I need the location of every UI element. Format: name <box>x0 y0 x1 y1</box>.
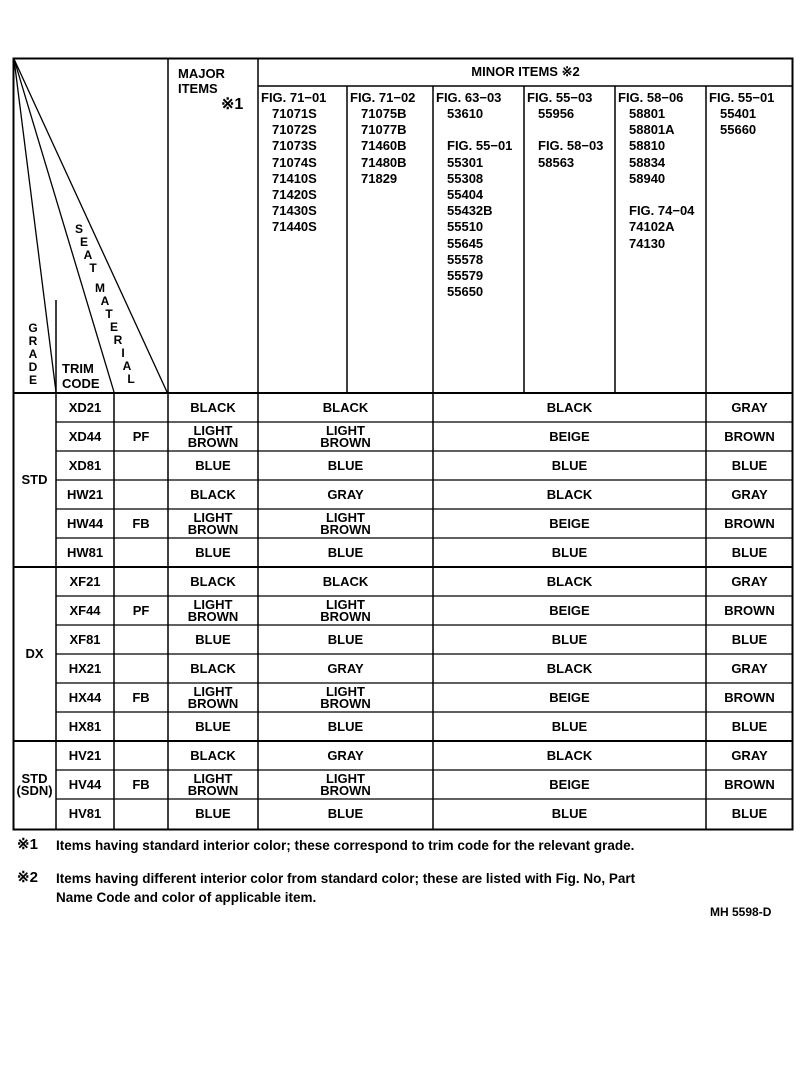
minor-color-fig71: GRAY <box>327 660 364 676</box>
minor-color-fig71: BLACK <box>322 399 369 415</box>
minor-color-fig71: BLUE <box>327 544 364 560</box>
seat-material-cell: FB <box>132 689 150 705</box>
seat-material-letter: T <box>105 307 113 321</box>
major-item-color: BLUE <box>195 631 231 647</box>
grade-letter: D <box>28 360 38 374</box>
seat-material-letter: S <box>74 222 83 236</box>
seat-material-letter: T <box>89 261 97 275</box>
minor-col-fig: FIG. 55−03 <box>527 90 593 105</box>
minor-color-fig55: BLUE <box>731 718 768 734</box>
seat-material-letter: L <box>127 372 135 386</box>
major-item-color: BLACK <box>190 573 236 589</box>
seat-material-cell: PF <box>132 602 150 618</box>
minor-col-fig: FIG. 55−01 <box>709 90 775 105</box>
minor-color-fig55: BLUE <box>731 457 768 473</box>
minor-color-fig71: LIGHT BROWN <box>320 596 371 624</box>
minor-color-fig55: BROWN <box>724 776 775 792</box>
major-item-color: BLUE <box>195 805 231 821</box>
minor-color-mid: BEIGE <box>549 776 590 792</box>
major-items-note-mark: ※1 <box>221 96 244 113</box>
major-items-header: MAJOR ITEMS <box>178 66 225 96</box>
grade-letter: G <box>28 321 38 335</box>
minor-color-fig71: BLUE <box>327 631 364 647</box>
major-item-color: BLACK <box>190 747 236 763</box>
minor-items-header: MINOR ITEMS ※2 <box>471 64 580 79</box>
minor-color-mid: BLUE <box>551 544 588 560</box>
grade-letter: E <box>28 373 37 387</box>
trim-code-cell: XD21 <box>68 399 102 415</box>
minor-color-fig55: GRAY <box>731 573 768 589</box>
grade-letter: A <box>28 347 38 361</box>
grade-cell: STD (SDN) <box>16 770 53 798</box>
minor-color-fig71: LIGHT BROWN <box>320 683 371 711</box>
note-2-text: Items having different interior color from standard color; these are listed with Fig. No, Part Name Code and color of applicable item. <box>56 871 636 905</box>
grade-cell: DX <box>25 646 44 661</box>
minor-color-fig71: BLUE <box>327 457 364 473</box>
minor-color-fig71: BLUE <box>327 805 364 821</box>
minor-color-fig55: GRAY <box>731 399 768 415</box>
minor-color-mid: BLACK <box>546 747 593 763</box>
minor-color-fig55: GRAY <box>731 486 768 502</box>
minor-col-fig: FIG. 63−03 <box>436 90 502 105</box>
trim-code-cell: XD81 <box>68 457 102 473</box>
major-item-color: BLUE <box>195 544 231 560</box>
seat-material-cell: FB <box>132 515 150 531</box>
minor-color-fig55: BLUE <box>731 805 768 821</box>
seat-material-cell: PF <box>132 428 150 444</box>
note-2-mark: ※2 <box>17 869 38 886</box>
minor-col-parts: 58801 58801A 58810 58834 58940 FIG. 74−04 74102A 74130 <box>629 106 695 251</box>
minor-color-fig71: BLACK <box>322 573 369 589</box>
seat-material-letter: I <box>121 346 125 360</box>
major-item-color: LIGHT BROWN <box>187 683 239 711</box>
minor-col-fig: FIG. 71−01 <box>261 90 327 105</box>
minor-col-fig: FIG. 58−06 <box>618 90 684 105</box>
seat-material-letter: E <box>109 320 118 334</box>
minor-color-fig55: BLUE <box>731 631 768 647</box>
note-1-text: Items having standard interior color; these correspond to trim code for the relevant grade. <box>56 838 635 853</box>
seat-material-letter: R <box>113 333 123 347</box>
minor-color-fig55: BROWN <box>724 428 775 444</box>
trim-code-cell: XD44 <box>68 428 102 444</box>
seat-material-letter: E <box>79 235 88 249</box>
minor-color-fig71: LIGHT BROWN <box>320 770 371 798</box>
minor-color-mid: BLUE <box>551 457 588 473</box>
minor-color-mid: BLACK <box>546 399 593 415</box>
trim-code-cell: XF21 <box>69 573 101 589</box>
major-item-color: BLACK <box>190 399 236 415</box>
minor-color-mid: BLACK <box>546 573 593 589</box>
trim-code-cell: HX21 <box>68 660 102 676</box>
minor-color-fig55: BROWN <box>724 515 775 531</box>
minor-col-parts: 71071S 71072S 71073S 71074S 71410S 71420S 71430S 71440S <box>272 106 317 235</box>
minor-color-mid: BEIGE <box>549 689 590 705</box>
minor-col-parts: 55956 FIG. 58−03 58563 <box>538 106 604 170</box>
minor-color-mid: BEIGE <box>549 515 590 531</box>
minor-color-mid: BLACK <box>546 660 593 676</box>
trim-code-cell: HX44 <box>68 689 102 705</box>
grade-cell: STD <box>21 472 48 487</box>
major-item-color: LIGHT BROWN <box>187 509 239 537</box>
minor-color-fig55: BROWN <box>724 602 775 618</box>
seat-material-cell: FB <box>132 776 150 792</box>
trim-code-cell: XF44 <box>69 602 101 618</box>
minor-color-mid: BLUE <box>551 718 588 734</box>
trim-code-cell: HX81 <box>68 718 102 734</box>
minor-color-mid: BEIGE <box>549 428 590 444</box>
major-item-color: BLACK <box>190 486 236 502</box>
minor-color-fig71: LIGHT BROWN <box>320 422 371 450</box>
minor-col-parts: 53610 FIG. 55−01 55301 55308 55404 55432B 55510 55645 55578 55579 55650 <box>447 106 513 300</box>
major-item-color: BLUE <box>195 457 231 473</box>
note-1-mark: ※1 <box>17 836 38 853</box>
minor-col-parts: 55401 55660 <box>720 106 757 138</box>
seat-material-letter: A <box>122 359 132 373</box>
seat-material-letter: A <box>83 248 93 262</box>
trim-code-header: TRIM CODE <box>62 361 100 391</box>
trim-code-cell: HV21 <box>68 747 102 763</box>
minor-color-fig71: BLUE <box>327 718 364 734</box>
minor-color-fig71: GRAY <box>327 747 364 763</box>
trim-code-cell: HV44 <box>68 776 102 792</box>
minor-color-fig71: GRAY <box>327 486 364 502</box>
minor-col-parts: 71075B 71077B 71460B 71480B 71829 <box>361 106 407 186</box>
minor-color-mid: BLUE <box>551 805 588 821</box>
minor-color-fig71: LIGHT BROWN <box>320 509 371 537</box>
trim-code-cell: XF81 <box>69 631 101 647</box>
minor-color-mid: BEIGE <box>549 602 590 618</box>
minor-color-mid: BLUE <box>551 631 588 647</box>
minor-color-fig55: GRAY <box>731 747 768 763</box>
minor-color-fig55: BLUE <box>731 544 768 560</box>
trim-code-cell: HW21 <box>66 486 104 502</box>
trim-code-cell: HV81 <box>68 805 102 821</box>
major-item-color: LIGHT BROWN <box>187 770 239 798</box>
minor-color-fig55: GRAY <box>731 660 768 676</box>
trim-code-cell: HW81 <box>66 544 104 560</box>
seat-material-letter: M <box>95 281 105 295</box>
document-code: MH 5598-D <box>710 905 772 919</box>
trim-code-cell: HW44 <box>66 515 104 531</box>
minor-color-mid: BLACK <box>546 486 593 502</box>
grade-letter: R <box>28 334 38 348</box>
minor-color-fig55: BROWN <box>724 689 775 705</box>
major-item-color: LIGHT BROWN <box>187 596 239 624</box>
major-item-color: LIGHT BROWN <box>187 422 239 450</box>
seat-material-letter: A <box>100 294 110 308</box>
major-item-color: BLACK <box>190 660 236 676</box>
major-item-color: BLUE <box>195 718 231 734</box>
minor-col-fig: FIG. 71−02 <box>350 90 416 105</box>
